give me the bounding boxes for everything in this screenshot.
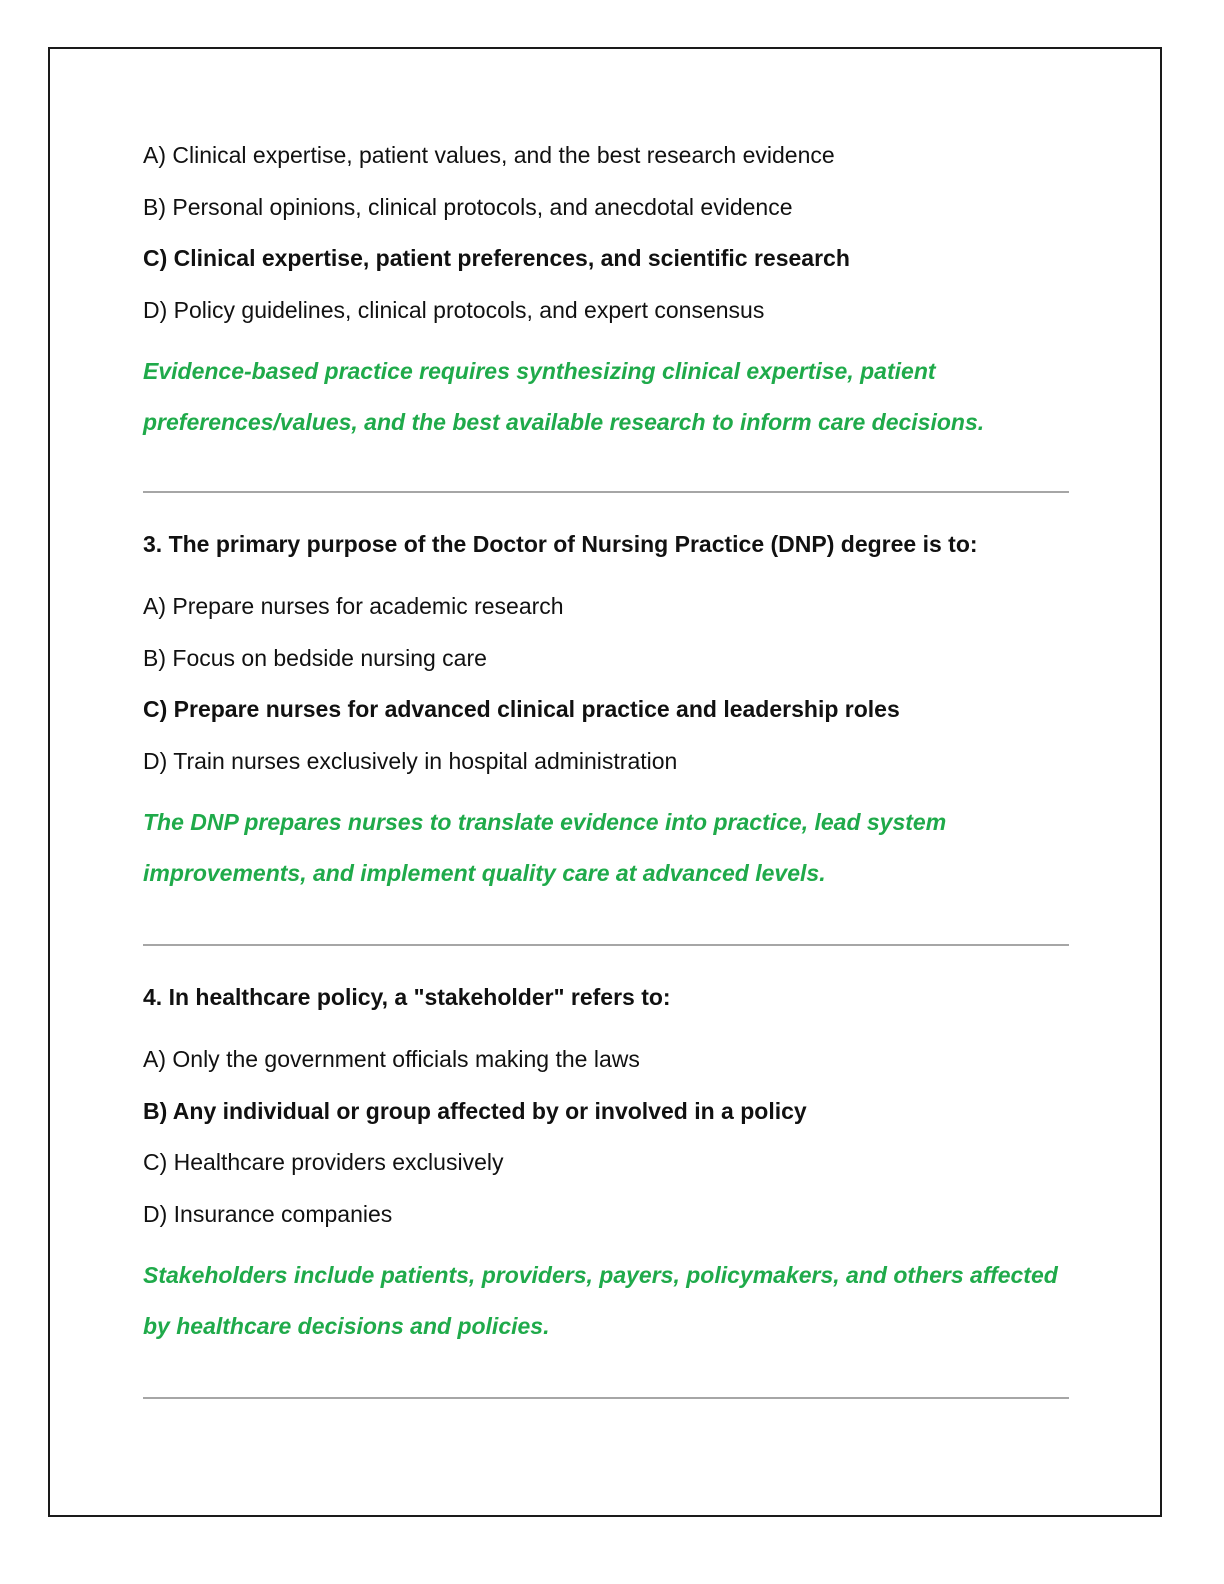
option-d: D) Insurance companies bbox=[143, 1200, 393, 1227]
rationale: Stakeholders include patients, providers, payers, policymakers, and others affected by healthcare decisions and policies. bbox=[143, 1262, 1058, 1339]
divider bbox=[143, 944, 1069, 946]
document-content bbox=[143, 140, 1073, 1399]
divider bbox=[143, 491, 1069, 493]
option-a: A) Prepare nurses for academic research bbox=[143, 593, 564, 619]
option-d: D) Policy guidelines, clinical protocols, and expert consensus bbox=[143, 296, 765, 323]
option-c-correct: C) Prepare nurses for advanced clinical practice and leadership roles bbox=[143, 696, 900, 722]
option-b-correct: B) Any individual or group affected by or involved in a policy bbox=[143, 1097, 807, 1124]
question-block-4 bbox=[143, 982, 1073, 1352]
question-text: 4. In healthcare policy, a "stakeholder" refers to: bbox=[143, 984, 671, 1010]
divider bbox=[143, 1397, 1069, 1399]
question-text: 3. The primary purpose of the Doctor of Nursing Practice (DNP) degree is to: bbox=[143, 531, 978, 557]
rationale: Evidence-based practice requires synthesizing clinical expertise, patient preferences/values, and the best available research to inform care decisions. bbox=[143, 358, 985, 435]
question-block-2 bbox=[143, 140, 1073, 448]
option-a: A) Clinical expertise, patient values, and the best research evidence bbox=[143, 142, 835, 168]
option-d: D) Train nurses exclusively in hospital administration bbox=[143, 747, 678, 774]
option-b: B) Focus on bedside nursing care bbox=[143, 644, 487, 671]
option-a: A) Only the government officials making the laws bbox=[143, 1046, 640, 1072]
option-c-correct: C) Clinical expertise, patient preferences, and scientific research bbox=[143, 245, 850, 271]
option-b: B) Personal opinions, clinical protocols, and anecdotal evidence bbox=[143, 193, 793, 220]
option-c: C) Healthcare providers exclusively bbox=[143, 1149, 504, 1175]
rationale: The DNP prepares nurses to translate evidence into practice, lead system improvements, and implement quality care at advanced levels. bbox=[143, 809, 947, 886]
question-block-3 bbox=[143, 529, 1073, 899]
